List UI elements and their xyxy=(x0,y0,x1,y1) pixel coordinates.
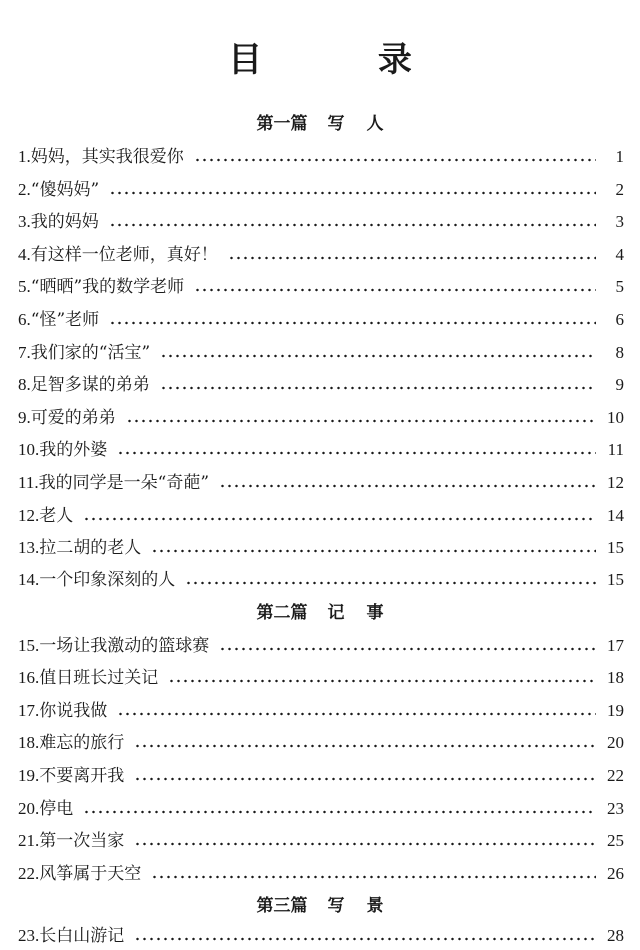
entry-page: 18 xyxy=(607,668,624,687)
toc-entry-14[interactable] xyxy=(18,566,624,594)
entry-number: 14. xyxy=(18,570,40,589)
entry-title: 难忘的旅行 xyxy=(39,733,125,753)
dot-leader xyxy=(134,922,596,950)
toc-entry-8[interactable] xyxy=(18,371,624,399)
entry-page: 17 xyxy=(607,636,624,655)
entry-title: 足智多谋的弟弟 xyxy=(30,375,150,395)
entry-number: 20. xyxy=(18,799,40,818)
section-word: 景 xyxy=(366,896,384,916)
section-part-label: 第二篇 xyxy=(256,603,308,623)
page-title: 目 录 xyxy=(228,40,464,80)
entry-page: 15 xyxy=(607,538,624,557)
entry-title: “怪”老师 xyxy=(30,310,100,330)
toc-entry-18[interactable] xyxy=(18,729,624,757)
toc-entry-17[interactable] xyxy=(18,697,624,725)
entry-number: 15. xyxy=(18,636,40,655)
entry-title: 你说我做 xyxy=(39,701,108,721)
dot-leader xyxy=(109,208,596,236)
dot-leader xyxy=(194,143,596,171)
dot-leader xyxy=(185,566,596,594)
entry-title: 停电 xyxy=(39,799,74,819)
entry-number: 22. xyxy=(18,864,40,883)
dot-leader xyxy=(109,176,596,204)
section-word: 写 xyxy=(327,896,345,916)
entry-title: 值日班长过关记 xyxy=(39,668,159,688)
entry-page: 23 xyxy=(607,799,624,818)
section-word: 记 xyxy=(327,603,345,623)
dot-leader xyxy=(219,469,596,497)
entry-title: 拉二胡的老人 xyxy=(39,538,142,558)
entry-page: 15 xyxy=(607,570,624,589)
entry-page: 14 xyxy=(607,506,624,525)
section-part-label: 第一篇 xyxy=(256,114,308,134)
entry-title: 妈妈，其实我很爱你 xyxy=(30,147,184,167)
entry-number: 9. xyxy=(18,408,31,427)
dot-leader xyxy=(126,404,596,432)
entry-page: 3 xyxy=(615,212,624,231)
section-word: 写 xyxy=(327,114,345,134)
entry-page: 2 xyxy=(615,180,624,199)
dot-leader xyxy=(134,729,596,757)
section-heading-3 xyxy=(0,894,640,918)
entry-title: 我的外婆 xyxy=(39,440,108,460)
entry-number: 3. xyxy=(18,212,31,231)
toc-entry-12[interactable] xyxy=(18,502,624,530)
dot-leader xyxy=(134,827,596,855)
entry-number: 19. xyxy=(18,766,40,785)
entry-page: 10 xyxy=(607,408,624,427)
toc-entry-2[interactable] xyxy=(18,176,624,204)
entry-number: 18. xyxy=(18,733,40,752)
section-word: 事 xyxy=(366,603,384,623)
toc-entry-23[interactable] xyxy=(18,922,624,950)
dot-leader xyxy=(134,762,596,790)
toc-entry-13[interactable] xyxy=(18,534,624,562)
dot-leader xyxy=(219,632,596,660)
entry-number: 17. xyxy=(18,701,40,720)
entry-title: 风筝属于天空 xyxy=(39,864,142,884)
toc-entry-7[interactable] xyxy=(18,339,624,367)
entry-page: 19 xyxy=(607,701,624,720)
dot-leader xyxy=(168,664,596,692)
entry-title: 可爱的弟弟 xyxy=(30,408,116,428)
section-heading-2 xyxy=(0,601,640,625)
toc-entry-16[interactable] xyxy=(18,664,624,692)
entry-title: 我的同学是一朵“奇葩” xyxy=(38,473,210,493)
entry-page: 9 xyxy=(615,375,624,394)
entry-title: 我们家的“活宝” xyxy=(30,343,151,363)
entry-page: 8 xyxy=(615,343,624,362)
dot-leader xyxy=(117,436,596,464)
entry-page: 12 xyxy=(607,473,624,492)
toc-entry-15[interactable] xyxy=(18,632,624,660)
entry-number: 4. xyxy=(18,245,31,264)
entry-title: 一个印象深刻的人 xyxy=(39,570,176,590)
entry-title: 第一次当家 xyxy=(39,831,125,851)
section-word: 人 xyxy=(366,114,384,134)
toc-entry-9[interactable] xyxy=(18,404,624,432)
entry-title: 老人 xyxy=(39,506,74,526)
entry-page: 28 xyxy=(607,926,624,945)
toc-entry-22[interactable] xyxy=(18,860,624,888)
entry-page: 4 xyxy=(615,245,624,264)
toc-entry-6[interactable] xyxy=(18,306,624,334)
entry-number: 5. xyxy=(18,277,31,296)
entry-number: 11. xyxy=(18,473,39,492)
dot-leader xyxy=(151,534,596,562)
entry-page: 11 xyxy=(607,440,624,459)
dot-leader xyxy=(228,241,596,269)
entry-number: 12. xyxy=(18,506,40,525)
entry-number: 23. xyxy=(18,926,40,945)
dot-leader xyxy=(83,502,596,530)
toc-entry-11[interactable] xyxy=(18,469,624,497)
toc-entry-10[interactable] xyxy=(18,436,624,464)
toc-entry-21[interactable] xyxy=(18,827,624,855)
entry-title: 一场让我激动的篮球赛 xyxy=(39,636,210,656)
entry-number: 7. xyxy=(18,343,31,362)
dot-leader xyxy=(194,273,596,301)
entry-number: 10. xyxy=(18,440,40,459)
toc-entry-5[interactable] xyxy=(18,273,624,301)
toc-entry-4[interactable] xyxy=(18,241,624,269)
dot-leader xyxy=(160,371,596,399)
entry-title: “晒晒”我的数学老师 xyxy=(30,277,185,297)
toc-entry-3[interactable] xyxy=(18,208,624,236)
dot-leader xyxy=(117,697,596,725)
entry-title: 我的妈妈 xyxy=(30,212,99,232)
entry-title: 有这样一位老师，真好！ xyxy=(30,245,218,265)
entry-number: 6. xyxy=(18,310,31,329)
entry-number: 1. xyxy=(18,147,31,166)
entry-title: 长白山游记 xyxy=(39,926,125,946)
toc-entry-1[interactable] xyxy=(18,143,624,171)
entry-page: 20 xyxy=(607,733,624,752)
entry-page: 6 xyxy=(615,310,624,329)
entry-page: 1 xyxy=(615,147,624,166)
toc-entry-20[interactable] xyxy=(18,795,624,823)
entry-title: “傻妈妈” xyxy=(30,180,100,200)
entry-number: 2. xyxy=(18,180,31,199)
entry-number: 13. xyxy=(18,538,40,557)
section-part-label: 第三篇 xyxy=(256,896,308,916)
dot-leader xyxy=(109,306,596,334)
entry-title: 不要离开我 xyxy=(39,766,125,786)
entry-number: 21. xyxy=(18,831,40,850)
dot-leader xyxy=(151,860,596,888)
section-heading-1 xyxy=(0,112,640,136)
entry-number: 16. xyxy=(18,668,40,687)
dot-leader xyxy=(83,795,596,823)
entry-page: 26 xyxy=(607,864,624,883)
entry-page: 22 xyxy=(607,766,624,785)
dot-leader xyxy=(160,339,596,367)
entry-number: 8. xyxy=(18,375,31,394)
entry-page: 5 xyxy=(615,277,624,296)
toc-entry-19[interactable] xyxy=(18,762,624,790)
entry-page: 25 xyxy=(607,831,624,850)
